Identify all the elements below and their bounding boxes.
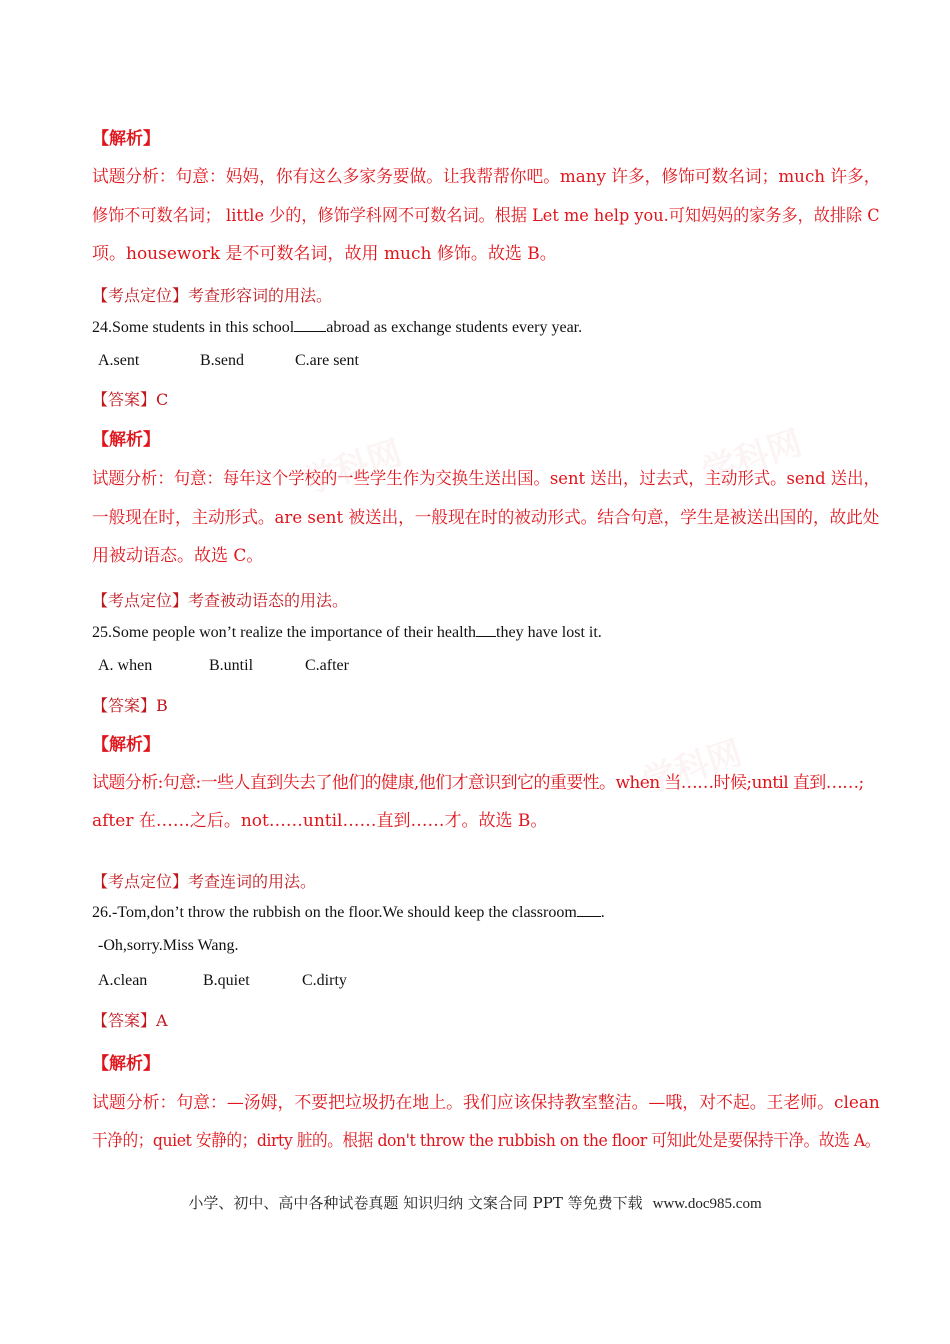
stem-text: 26.-Tom,don’t throw the rubbish on the floor.We should keep the classroom — [92, 904, 577, 921]
option: B.until — [209, 657, 254, 674]
option: A.sent — [98, 352, 140, 369]
stem-text: 25.Some people won’t realize the importance of their health — [92, 624, 477, 641]
option: C.after — [305, 657, 349, 674]
focus-tag: 【考点定位】考查连词的用法。 — [92, 872, 317, 891]
analysis-line: 干净的；quiet 安静的；dirty 脏的。根据 don't throw the rubbish on the floor 可知此处是要保持干净。故选 A。 — [92, 1131, 880, 1151]
options-row — [98, 972, 347, 990]
answer-blank — [577, 902, 601, 917]
answer-value: A — [156, 1011, 168, 1030]
analysis-line: 修饰不可数名词； little 少的，修饰学科网不可数名词。根据 Let me help you.可知妈妈的家务多，故排除 C — [92, 206, 880, 226]
analysis-line: after 在……之后。not……until……直到……才。故选 B。 — [92, 811, 548, 831]
watermark: 学科网 — [697, 423, 807, 493]
analysis-heading: 【解析】 — [92, 735, 160, 755]
analysis-heading: 【解析】 — [92, 1054, 160, 1074]
option: B.quiet — [203, 972, 250, 989]
page-footer — [0, 1192, 950, 1213]
analysis-heading: 【解析】 — [92, 430, 160, 450]
answer-line — [92, 387, 168, 410]
answer-blank — [476, 622, 496, 637]
analysis-line: 一般现在时，主动形式。are sent 被送出，一般现在时的被动形式。结合句意，学生是被送出国的，故此处 — [92, 508, 880, 528]
analysis-line: 试题分析:句意:一些人直到失去了他们的健康,他们才意识到它的重要性。when 当……时候;until 直到……; — [92, 773, 864, 793]
footer-text: 小学、初中、高中各种试卷真题 知识归纳 文案合同 PPT 等免费下载 — [188, 1194, 643, 1212]
dialogue-reply: -Oh,sorry.Miss Wang. — [98, 937, 239, 954]
watermark: 学科网 — [297, 433, 407, 503]
focus-tag: 【考点定位】考查被动语态的用法。 — [92, 591, 349, 610]
options-row — [98, 352, 359, 370]
answer-value: C — [156, 390, 169, 409]
stem-text: . — [600, 904, 605, 921]
option: B.send — [200, 352, 244, 369]
analysis-heading: 【解析】 — [92, 129, 160, 149]
watermark: 学科网 — [637, 733, 747, 803]
options-row — [98, 657, 349, 675]
analysis-line: 项。housework 是不可数名词，故用 much 修饰。故选 B。 — [92, 244, 557, 264]
answer-label: 【答案】 — [92, 1011, 157, 1030]
option: A. when — [98, 657, 153, 674]
option: A.clean — [98, 972, 148, 989]
analysis-line: 试题分析：句意：每年这个学校的一些学生作为交换生送出国。sent 送出，过去式，主动形式。send 送出， — [92, 469, 880, 489]
answer-value: B — [156, 696, 168, 715]
question-stem — [92, 902, 605, 922]
answer-label: 【答案】 — [92, 390, 157, 409]
option: C.dirty — [302, 972, 347, 989]
question-stem — [92, 622, 602, 642]
option: C.are sent — [295, 352, 359, 369]
focus-tag: 【考点定位】考查形容词的用法。 — [92, 286, 333, 305]
stem-text: they have lost it. — [496, 624, 602, 641]
stem-text: 24.Some students in this school — [92, 319, 295, 336]
footer-link[interactable]: www.doc985.com — [652, 1196, 762, 1212]
analysis-line: 试题分析：句意：妈妈，你有这么多家务要做。让我帮帮你吧。many 许多，修饰可数名词；much 许多， — [92, 167, 881, 187]
question-stem — [92, 317, 582, 337]
answer-label: 【答案】 — [92, 696, 157, 715]
answer-line — [92, 1008, 168, 1031]
analysis-line: 试题分析：句意：—汤姆，不要把垃圾扔在地上。我们应该保持教室整洁。—哦，对不起。王老师。clean — [92, 1093, 880, 1113]
answer-blank — [294, 317, 326, 332]
answer-line — [92, 693, 168, 716]
stem-text: abroad as exchange students every year. — [326, 319, 583, 336]
analysis-line: 用被动语态。故选 C。 — [92, 546, 264, 566]
